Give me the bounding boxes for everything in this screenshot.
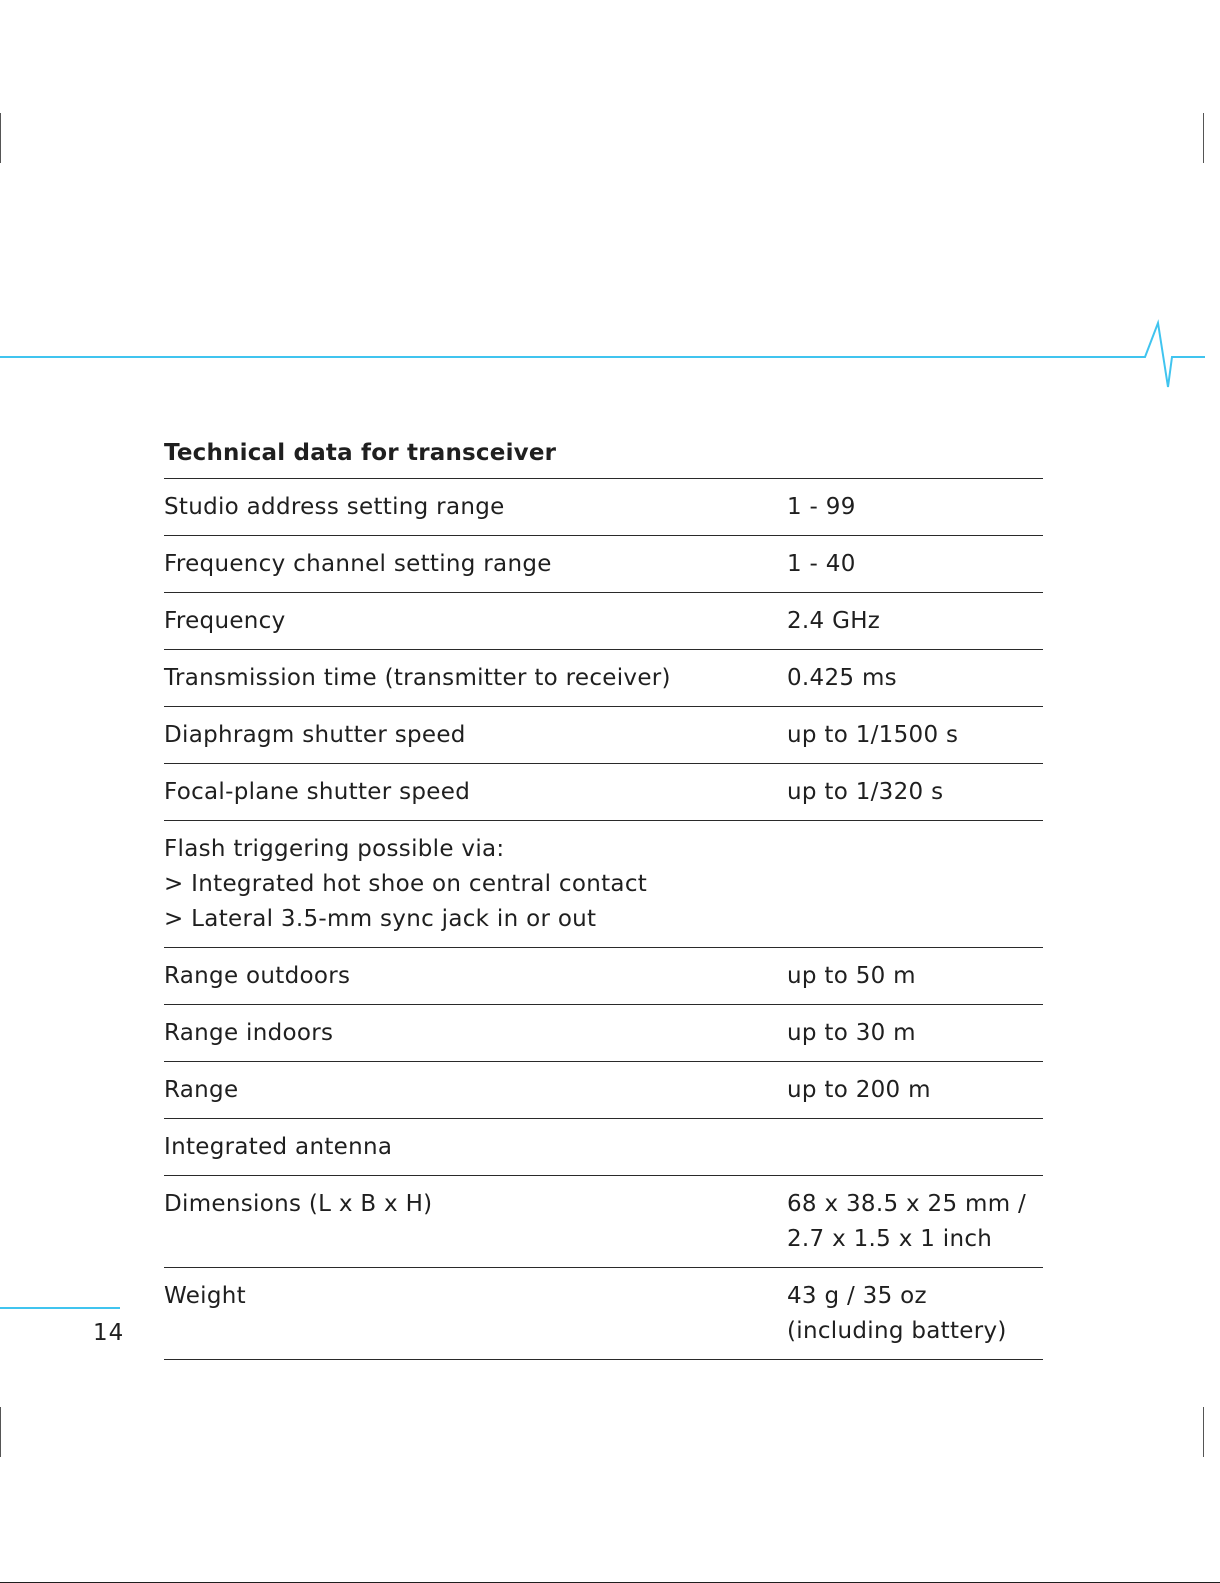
spec-value-line: 2.7 x 1.5 x 1 inch [787, 1226, 993, 1252]
spec-label [164, 1130, 787, 1165]
spec-value-line: 0.425 ms [787, 665, 897, 691]
spec-value [787, 775, 1043, 810]
spec-row [164, 948, 1043, 1005]
spec-label-line: Range indoors [164, 1020, 334, 1046]
spec-value-line: up to 1/1500 s [787, 722, 959, 748]
spec-label-line: Dimensions (L x B x H) [164, 1191, 433, 1217]
spec-label-line: Diaphragm shutter speed [164, 722, 466, 748]
spec-label [164, 1279, 787, 1349]
spec-label [164, 959, 787, 994]
spec-label [164, 547, 787, 582]
crop-mark-bottom-right [1203, 1407, 1204, 1457]
spec-label-line: Studio address setting range [164, 494, 505, 520]
spec-label-line: Weight [164, 1283, 246, 1309]
spec-label-line: Transmission time (transmitter to receiver) [164, 665, 671, 691]
pulse-line-decoration [0, 315, 1220, 395]
spec-row [164, 536, 1043, 593]
spec-value [787, 959, 1043, 994]
spec-value [787, 1130, 1043, 1165]
spec-value-line: 1 - 40 [787, 551, 856, 577]
spec-row [164, 479, 1043, 536]
spec-row [164, 650, 1043, 707]
spec-value [787, 547, 1043, 582]
spec-row [164, 1268, 1043, 1360]
spec-label [164, 1187, 787, 1257]
spec-value-line: up to 30 m [787, 1020, 916, 1046]
spec-value [787, 661, 1043, 696]
spec-value [787, 832, 1043, 937]
spec-row [164, 707, 1043, 764]
spec-table [164, 478, 1043, 1360]
spec-label [164, 1016, 787, 1051]
spec-label-line: Flash triggering possible via: [164, 836, 505, 862]
spec-label-line: Frequency [164, 608, 286, 634]
spec-value-line: 43 g / 35 oz [787, 1283, 927, 1309]
spec-row [164, 593, 1043, 650]
spec-label [164, 1073, 787, 1108]
spec-label [164, 661, 787, 696]
spec-value-line: up to 200 m [787, 1077, 931, 1103]
spec-value [787, 1279, 1043, 1349]
spec-value-line: 68 x 38.5 x 25 mm / [787, 1191, 1027, 1217]
spec-label [164, 718, 787, 753]
spec-row [164, 1119, 1043, 1176]
spec-value [787, 718, 1043, 753]
spec-label [164, 775, 787, 810]
crop-mark-top-left [0, 113, 1, 163]
spec-value [787, 1073, 1043, 1108]
crop-mark-top-right [1203, 113, 1204, 163]
spec-row [164, 764, 1043, 821]
spec-row [164, 821, 1043, 948]
spec-label [164, 832, 787, 937]
spec-value [787, 1016, 1043, 1051]
spec-value-line: 2.4 GHz [787, 608, 881, 634]
spec-value-line: up to 1/320 s [787, 779, 944, 805]
section-title: Technical data for transceiver [164, 440, 557, 466]
spec-value-line: up to 50 m [787, 963, 916, 989]
spec-value [787, 604, 1043, 639]
spec-value [787, 490, 1043, 525]
spec-label-line: Frequency channel setting range [164, 551, 552, 577]
page-number: 14 [93, 1320, 125, 1346]
spec-label-line: > Lateral 3.5-mm sync jack in or out [164, 906, 597, 932]
spec-value-line: (including battery) [787, 1318, 1007, 1344]
spec-label [164, 490, 787, 525]
spec-label [164, 604, 787, 639]
spec-label-line: > Integrated hot shoe on central contact [164, 871, 648, 897]
page-number-rule [0, 1307, 120, 1309]
spec-value [787, 1187, 1043, 1257]
crop-mark-bottom-left [0, 1407, 1, 1457]
spec-row [164, 1176, 1043, 1268]
spec-label-line: Focal-plane shutter speed [164, 779, 471, 805]
spec-label-line: Integrated antenna [164, 1134, 393, 1160]
spec-label-line: Range [164, 1077, 239, 1103]
spec-row [164, 1005, 1043, 1062]
spec-row [164, 1062, 1043, 1119]
spec-label-line: Range outdoors [164, 963, 351, 989]
spec-value-line: 1 - 99 [787, 494, 856, 520]
